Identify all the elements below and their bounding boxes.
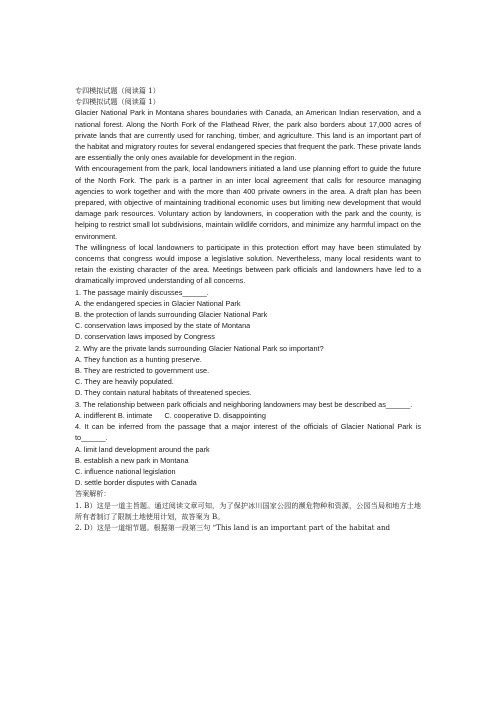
answer-option: A. limit land development around the park	[75, 444, 210, 454]
answers-heading: 答案解析：	[75, 489, 111, 499]
answer-option: D. conservation laws imposed by Congress	[75, 332, 215, 342]
question-stem: 3. The relationship between park officials and neighboring landowners may best be described as______.	[75, 399, 413, 409]
question-stem: 4. It can be inferred from the passage that a major interest of the officials of Glacier National Park is to______.	[75, 422, 421, 443]
answer-option: B. establish a new park in Montana	[75, 455, 189, 465]
answer-option: A. indifferent B. intimate C. cooperative D. disappointing	[75, 410, 266, 420]
passage-paragraph: The willingness of local landowners to participate in this protection effort may have been stimulated by concerns that congress would impose a legislative solution. Nevertheless, many local residents want to retain the existing character of the area. Meetings between park officials and landowners have led to a dramatically improved understanding of all concerns.	[75, 242, 421, 286]
passage-paragraph: With encouragement from the park, local landowners initiated a land use planning effort to guide the future of the North Fork. The park is a partner in an inter local agreement that calls for resource managing agencies to work together and with the more than 400 private owners in the area. A draft plan has been prepared, with objective of maintaining traditional economic uses but limiting new development that would damage park resources. Voluntary action by landowners, in cooperation with the park and the county, is helping to restrict small lot subdivisions, maintain wildlife corridors, and minimize any harmful impact on the environment.	[75, 164, 421, 241]
answer-explanation: 2. D）这是一道细节题。根据第一段第三句 “This land is an important part of the habitat and	[75, 522, 391, 532]
passage-paragraph: Glacier National Park in Montana shares boundaries with Canada, an American Indian reservation, and a national forest. Along the North Fork of the Flathead River, the park also borders about 17,000 acres of private lands that are currently used for ranching, timber, and agriculture. This land is an important part of the habitat and migratory routes for several endangered species that frequent the park. These private lands are essentially the only ones available for development in the region.	[75, 108, 421, 163]
answer-option: C. conservation laws imposed by the state of Montana	[75, 321, 251, 331]
document-subtitle: 专四模拟试题（阅读篇 1）	[75, 97, 160, 107]
document-page	[75, 85, 421, 533]
document-title: 专四模拟试题（阅读篇 1）	[75, 86, 160, 95]
question-stem: 2. Why are the private lands surrounding Glacier National Park so important?	[75, 343, 324, 353]
answer-option: B. They are restricted to government use.	[75, 366, 210, 376]
question-stem: 1. The passage mainly discusses______.	[75, 287, 209, 297]
answer-option: A. They function as a hunting preserve.	[75, 354, 202, 364]
answer-option: A. the endangered species in Glacier National Park	[75, 298, 241, 308]
answer-option: C. They are heavily populated.	[75, 377, 174, 387]
answer-explanation: 1. B）这是一道主旨题。通过阅读文章可知，为了保护冰川国家公园的濒危物种和资源，公园当局和地方土地所有者制订了限制土地使用计划，故答案为 B。	[75, 500, 421, 521]
answer-option: B. the protection of lands surrounding Glacier National Park	[75, 310, 268, 320]
answer-option: D. They contain natural habitats of threatened species.	[75, 388, 252, 398]
answer-option: D. settle border disputes with Canada	[75, 478, 197, 488]
answer-option: C. influence national legislation	[75, 466, 176, 476]
